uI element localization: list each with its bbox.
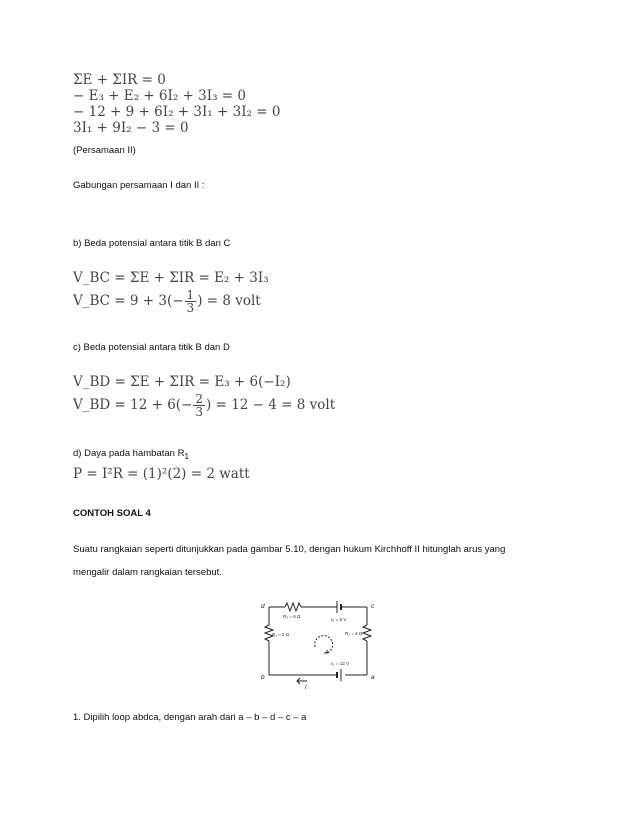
e2-label: ε₂ = 12 V [331,661,350,666]
loop-1-text: 1. Dipilih loop abdca, dengan arah dari a – b – d – c – a [73,712,307,723]
equation-vbd-2 [73,393,335,418]
part-b-heading: b) Beda potensial antara titik B dan C [73,238,231,249]
equation-loop-line-2: − 12 + 9 + 6I₂ + 3I₁ + 3I₂ = 0 [73,104,281,120]
fraction-denominator: 3 [195,405,204,419]
equation-vbc-2-pre: V_BC = 9 + 3(− [73,293,184,309]
node-a-label: a [371,674,375,681]
equation-power: P = I²R = (1)²(2) = 2 watt [73,466,250,482]
part-d-heading-sub: 1 [184,451,189,461]
loop-arrow [315,636,333,653]
current-label: I [305,685,307,690]
equation-vbd-2-post: ) = 12 − 4 = 8 volt [206,397,336,413]
e1-label: ε₁ = 6 V [331,617,347,622]
part-d-heading [73,448,189,461]
r1-label: R₁ = 2 Ω [272,632,290,637]
resistor-r3 [285,603,301,611]
problem-line-2: mengalir dalam rangkaian tersebut. [73,567,222,578]
part-c-heading: c) Beda potensial antara titik B dan D [73,342,230,353]
equation-vbc-2 [73,289,261,314]
equation-vbc-2-post: ) = 8 volt [197,293,261,309]
fraction-numerator: 2 [195,392,204,406]
fraction-numerator: 1 [186,288,195,302]
contoh-soal-heading: CONTOH SOAL 4 [73,508,151,519]
equation-vbd-1: V_BD = ΣE + ΣIR = E₃ + 6(−I₂) [73,374,291,390]
node-d-label: d [261,603,265,610]
equation-kirchhoff-general: ΣE + ΣIR = 0 [73,72,166,88]
r3-label: R₃ = 6 Ω [283,614,301,619]
fraction [193,393,205,418]
gabungan-text: Gabungan persamaan I dan II : [73,180,205,191]
r2-label: R₂ = 4 Ω [345,631,363,636]
equation-loop-line-1: − E₃ + E₂ + 6I₂ + 3I₃ = 0 [73,88,246,104]
circuit-diagram [255,595,385,690]
equation-vbc-1: V_BC = ΣE + ΣIR = E₂ + 3I₃ [73,270,269,286]
fraction [185,289,197,314]
problem-line-1: Suatu rangkaian seperti ditunjukkan pada gambar 5.10, dengan hukum Kirchhoff II hitunglah arus yang [73,544,506,555]
node-b-label: b [261,674,265,681]
equation-loop-line-3: 3I₁ + 9I₂ − 3 = 0 [73,120,189,136]
node-c-label: c [371,603,375,610]
fraction-denominator: 3 [186,301,195,315]
equation-vbd-2-pre: V_BD = 12 + 6(− [73,397,193,413]
resistor-r2 [363,625,371,641]
persamaan-ii-label: (Persamaan II) [73,145,136,156]
part-d-heading-text: d) Daya pada hambatan R [73,448,185,459]
